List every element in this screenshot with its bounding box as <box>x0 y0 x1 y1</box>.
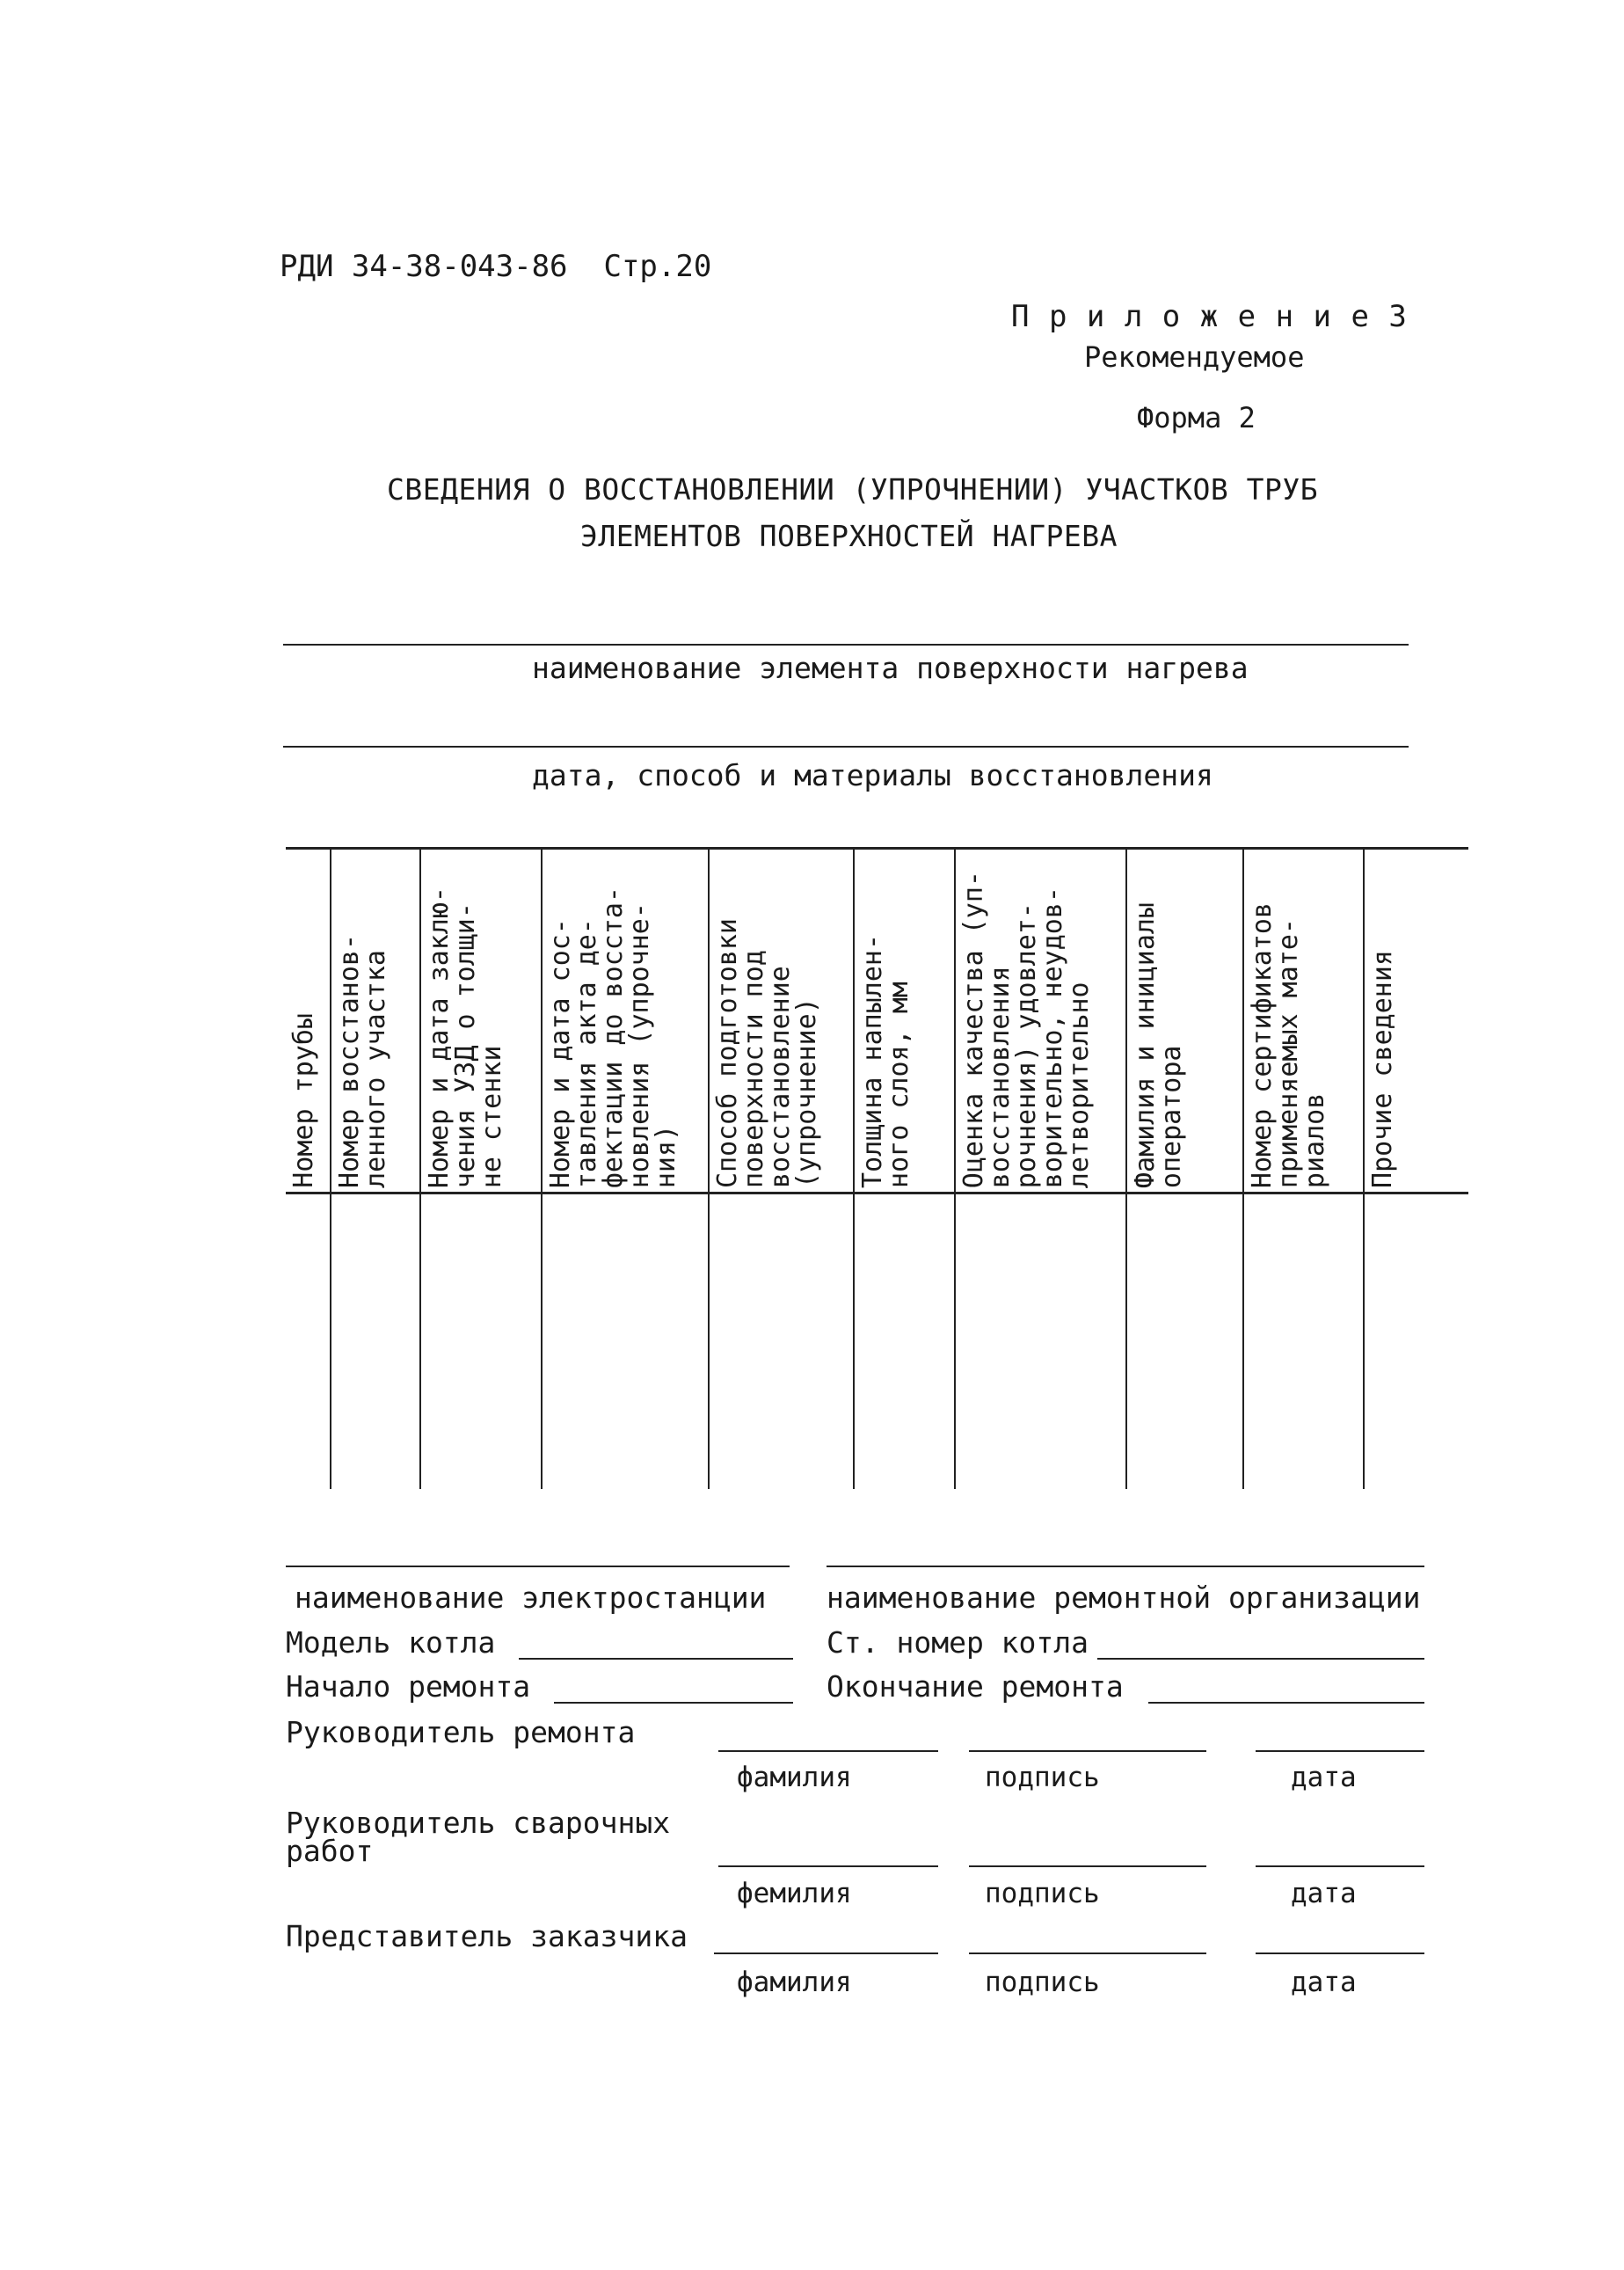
sig2-signature-caption: подпись <box>985 1878 1100 1909</box>
power-plant-caption: наименование электростанции <box>295 1580 767 1615</box>
sig2-date-caption: дата <box>1291 1878 1357 1909</box>
form-title-line1: СВЕДЕНИЯ О ВОССТАНОВЛЕНИИ (УПРОЧНЕНИИ) УЧАСТКОВ ТРУБ <box>387 472 1319 507</box>
boiler-station-no-line <box>1097 1658 1424 1660</box>
customer-rep-label: Представитель заказчика <box>286 1919 688 1953</box>
field2-line <box>283 746 1409 748</box>
column-header-defect-act: Номер и дата сос- тавления акта де- фектации до восста- новления (упрочне- ния) <box>545 886 681 1188</box>
field2-caption: дата, способ и материалы восстановления <box>532 758 1213 792</box>
repair-start-line <box>554 1702 793 1704</box>
table-header-rule <box>286 1192 1468 1194</box>
column-header-ultrasonic-report: Номер и дата заклю- чения УЗД о толщи- не стенки <box>424 886 507 1188</box>
boiler-model-line <box>519 1658 793 1660</box>
field1-line <box>283 644 1409 646</box>
sig1-signature-line <box>969 1750 1206 1752</box>
column-header-operator: Фамилия и инициалы оператора <box>1130 901 1187 1188</box>
column-header-layer-thickness: Толщина напылен- ного слоя, мм <box>857 934 914 1188</box>
sig3-surname-line <box>714 1952 938 1954</box>
repair-org-line <box>827 1566 1424 1567</box>
form-title-line2: ЭЛЕМЕНТОВ ПОВЕРХНОСТЕЙ НАГРЕВА <box>580 519 1118 553</box>
repair-manager-label: Руководитель ремонта <box>286 1715 636 1749</box>
repair-records-table <box>286 847 1468 1489</box>
sig1-surname-caption: фамилия <box>737 1762 852 1793</box>
welding-manager-label-line1: Руководитель сварочных <box>286 1806 671 1840</box>
sig2-date-line <box>1256 1865 1424 1867</box>
column-header-surface-preparation: Способ подготовки поверхности под восстановление (упрочнение) <box>712 917 822 1188</box>
sig2-surname-caption: фемилия <box>737 1878 852 1909</box>
column-header-pipe-number: Номер трубы <box>288 1013 319 1188</box>
sig3-surname-caption: фамилия <box>737 1967 852 1998</box>
appendix-label: П р и л о ж е н и е 3 <box>1011 299 1408 334</box>
sig3-date-caption: дата <box>1291 1967 1357 1998</box>
boiler-model-label: Модель котла <box>286 1625 496 1660</box>
sig3-date-line <box>1256 1952 1424 1954</box>
power-plant-line <box>286 1566 790 1567</box>
sig3-signature-caption: подпись <box>985 1967 1100 1998</box>
repair-end-line <box>1148 1702 1424 1704</box>
welding-manager-label-line2: работ <box>286 1834 374 1868</box>
sig2-signature-line <box>969 1865 1206 1867</box>
column-header-other: Прочие сведения <box>1367 950 1398 1188</box>
repair-org-caption: наименование ремонтной организации <box>827 1580 1421 1615</box>
boiler-station-no-label: Ст. номер котла <box>827 1625 1089 1660</box>
page-ref: Стр.20 <box>603 249 712 284</box>
column-header-quality-assessment: Оценка качества (уп- восстановления рочнения) удовлет- ворительно, неудов- летворительно <box>958 870 1095 1188</box>
repair-start-label: Начало ремонта <box>286 1669 531 1704</box>
column-header-certificates: Номер сертификатов применяемых мате- риалов <box>1247 901 1330 1188</box>
form-number: Форма 2 <box>1137 401 1256 434</box>
field1-caption: наименование элемента поверхности нагрева <box>532 651 1249 685</box>
sig1-surname-line <box>718 1750 938 1752</box>
sig1-signature-caption: подпись <box>985 1762 1100 1793</box>
table-top-rule <box>286 847 1468 850</box>
sig1-date-line <box>1256 1750 1424 1752</box>
sig3-signature-line <box>969 1952 1206 1954</box>
column-header-section-number: Номер восстанов- ленного участка <box>334 934 391 1188</box>
doc-ref: РДИ 34-38-043-86 <box>280 249 568 284</box>
sig2-surname-line <box>718 1865 938 1867</box>
sig1-date-caption: дата <box>1291 1762 1357 1793</box>
repair-end-label: Окончание ремонта <box>827 1669 1124 1704</box>
recommended-label: Рекомендуемое <box>1084 340 1305 374</box>
document-reference <box>280 249 711 284</box>
